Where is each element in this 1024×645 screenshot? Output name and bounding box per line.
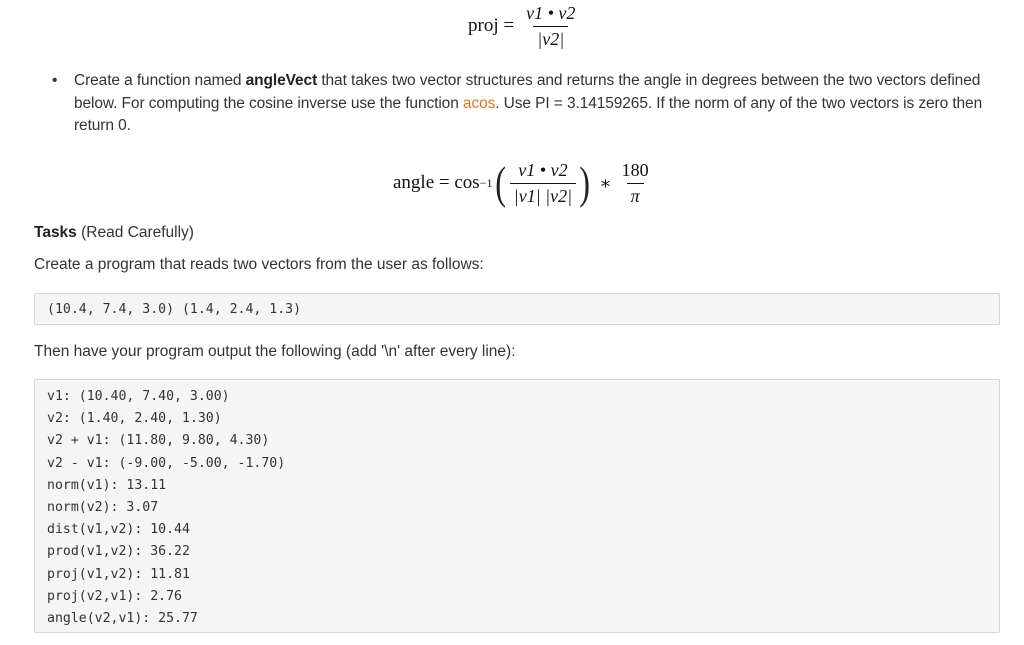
acos-link[interactable]: acos (462, 94, 496, 112)
degree-factor-numerator: 180 (621, 159, 649, 180)
angle-formula-lhs: angle = cos (393, 172, 480, 193)
angle-fraction (510, 160, 576, 207)
instruction-text-middle: that takes two vector structures and returns the angle in degrees between the two vectors defined below. For computing the cosine inverse use the function (74, 72, 981, 112)
output-line: angle(v2,v1): 25.77 (47, 610, 198, 626)
output-line: norm(v2): 3.07 (47, 499, 159, 515)
projection-formula (468, 0, 579, 52)
output-line: v2 + v1: (11.80, 9.80, 4.30) (47, 433, 270, 449)
projection-fraction (522, 3, 579, 50)
output-line: v2 - v1: (-9.00, -5.00, -1.70) (47, 455, 286, 471)
times-symbol: ∗ (599, 172, 612, 193)
output-line: v1: (10.40, 7.40, 3.00) (47, 389, 230, 404)
angle-function-instruction (52, 70, 1002, 138)
output-line: proj(v2,v1): 2.76 (47, 588, 182, 604)
angle-formula (393, 155, 653, 211)
degree-factor-denominator: π (627, 183, 644, 207)
output-line: norm(v1): 13.11 (47, 477, 167, 493)
create-program-text: Create a program that reads two vectors from the user as follows: (34, 256, 484, 273)
right-paren: ) (579, 157, 591, 208)
output-line: proj(v1,v2): 11.81 (47, 566, 190, 582)
bullet-point-icon: • (52, 72, 58, 89)
output-instruction-text: Then have your program output the following (add '\n' after every line): (34, 343, 516, 360)
instruction-text-start: Create a function named (74, 72, 246, 89)
degree-factor-fraction (618, 160, 653, 207)
tasks-heading (34, 224, 194, 242)
tasks-heading-bold: Tasks (34, 224, 77, 241)
function-name: angleVect (245, 72, 318, 89)
projection-denominator: |v2| (533, 26, 568, 50)
input-example-block: (10.4, 7.4, 3.0) (1.4, 2.4, 1.3) (34, 293, 1000, 325)
angle-numerator: v1 • v2 (518, 159, 568, 180)
left-paren: ( (495, 157, 507, 208)
angle-denominator: |v1| |v2| (510, 183, 576, 207)
inverse-superscript: −1 (479, 175, 493, 190)
projection-numerator: v1 • v2 (526, 2, 576, 23)
tasks-heading-rest: (Read Carefully) (76, 224, 194, 241)
projection-formula-lhs: proj = (468, 15, 515, 36)
instruction-text (74, 70, 1002, 138)
instruction-text-end: . Use PI = 3.14159265. If the norm of any of the two vectors is zero then return 0. (74, 94, 983, 134)
output-example-block (34, 379, 1000, 633)
output-line: prod(v1,v2): 36.22 (47, 544, 190, 560)
output-line: v2: (1.40, 2.40, 1.30) (47, 411, 222, 427)
output-line: dist(v1,v2): 10.44 (47, 522, 190, 538)
